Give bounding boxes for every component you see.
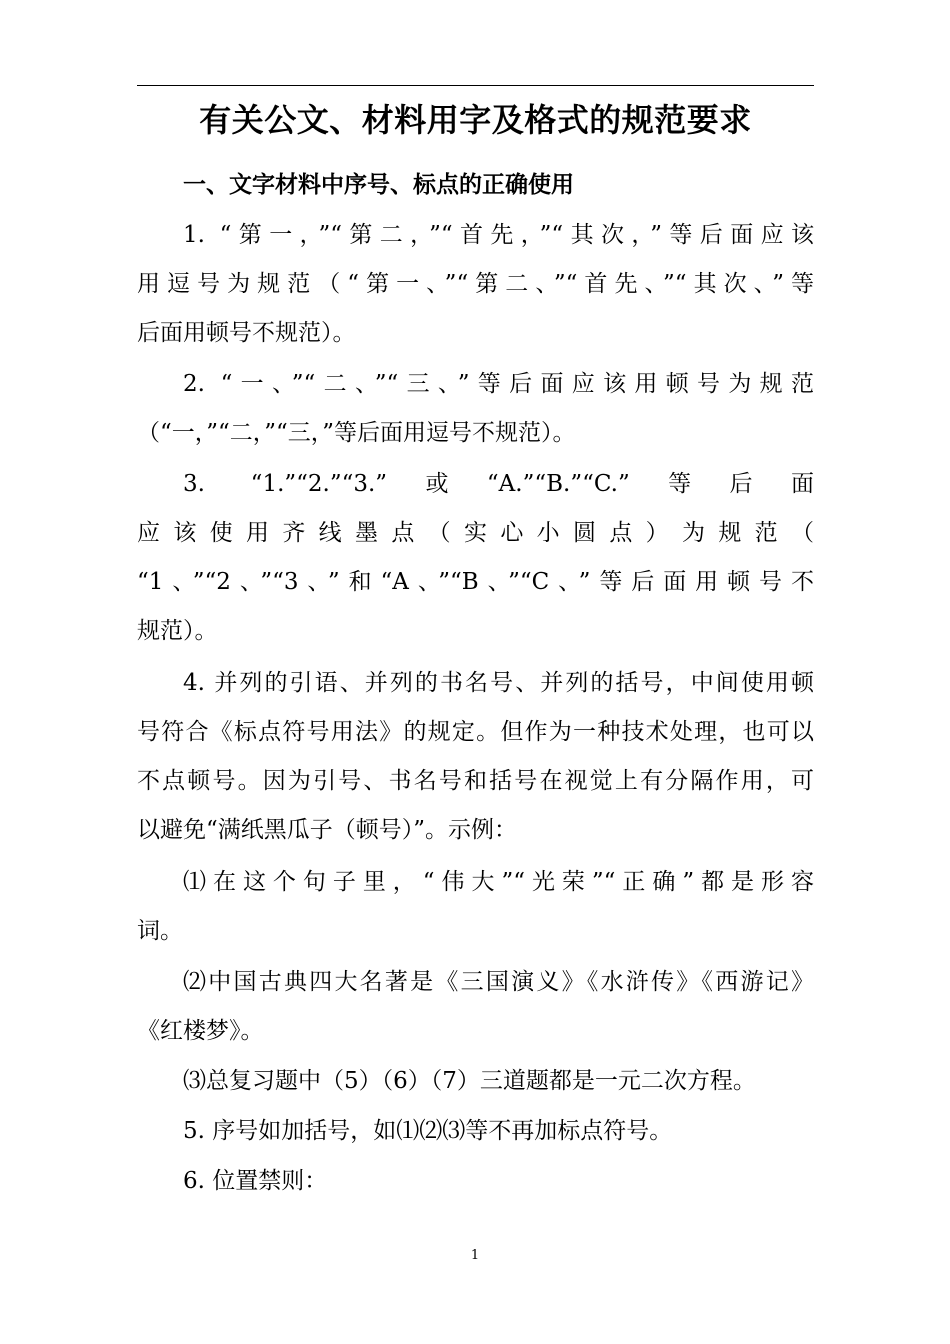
paragraph-line: 词。	[137, 918, 183, 944]
paragraph-line: 3. “1.”“2.”“3.”或“A.”“B.”“C.”等后面	[183, 471, 814, 497]
paragraph-2	[137, 360, 814, 458]
paragraph-line: 号符合《标点符号用法》的规定。但作为一种技术处理，也可以	[137, 719, 814, 745]
paragraph-line: 用逗号为规范（“第一、”“第二、”“首先、”“其次、”等	[137, 271, 814, 297]
paragraph-line: ⑴在这个句子里，“伟大”“光荣”“正确”都是形容	[183, 869, 814, 895]
paragraph-4	[137, 659, 814, 855]
example-2	[137, 958, 814, 1056]
document-title: 有关公文、材料用字及格式的规范要求	[199, 101, 752, 139]
paragraph-line: 不点顿号。因为引号、书名号和括号在视觉上有分隔作用，可	[137, 768, 814, 794]
page-number: 1	[470, 1248, 480, 1263]
paragraph-line: “1、”“2、”“3、”和“A、”“B、”“C、”等后面用顿号不	[137, 569, 814, 595]
paragraph-line: 后面用顿号不规范）。	[137, 320, 356, 346]
paragraph-3	[137, 460, 814, 656]
paragraph-line: 应该使用齐线墨点（实心小圆点）为规范（	[137, 520, 814, 546]
paragraph-line: ⑶总复习题中（5）（6）（7）三道题都是一元二次方程。	[183, 1068, 756, 1094]
paragraph-line: 6. 位置禁则：	[183, 1168, 328, 1194]
paragraph-line: （“一，”“二，”“三，”等后面用逗号不规范）。	[137, 420, 576, 446]
paragraph-6	[137, 1157, 814, 1206]
paragraph-line: 《红楼梦》。	[137, 1018, 264, 1044]
paragraph-line: ⑵中国古典四大名著是《三国演义》《水浒传》《西游记》	[183, 969, 814, 995]
paragraph-line: 2. “一、”“二、”“三、”等后面应该用顿号为规范	[183, 371, 814, 397]
paragraph-5	[137, 1107, 814, 1156]
example-3	[137, 1057, 814, 1106]
paragraph-line: 1. “第一，”“第二，”“首先，”“其次，”等后面应该	[183, 222, 814, 248]
header-rule	[137, 85, 814, 86]
paragraph-line: 规范）。	[137, 618, 218, 644]
example-1	[137, 858, 814, 956]
paragraph-line: 5. 序号如加括号，如⑴⑵⑶等不再加标点符号。	[183, 1118, 673, 1144]
paragraph-line: 以避免“满纸黑瓜子（顿号）”。示例：	[137, 817, 518, 843]
paragraph-line: 4. 并列的引语、并列的书名号、并列的括号，中间使用顿	[183, 670, 814, 696]
section-heading: 一、文字材料中序号、标点的正确使用	[183, 172, 574, 198]
paragraph-1	[137, 211, 814, 358]
